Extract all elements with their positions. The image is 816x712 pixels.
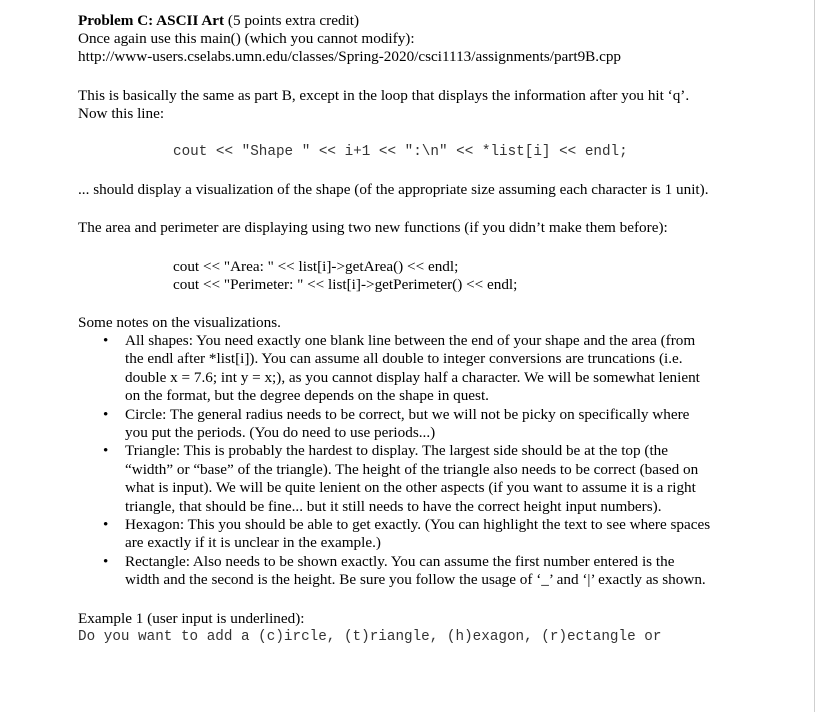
bullet-icon: •: [103, 442, 109, 460]
example-heading: Example 1 (user input is underlined):: [78, 609, 305, 627]
bullet-icon: •: [103, 405, 109, 423]
area-perimeter-line: The area and perimeter are displaying using two new functions (if you didn’t make them before):: [78, 219, 668, 236]
note-item-rectangle: [78, 553, 758, 590]
notes-heading: Some notes on the visualizations.: [78, 314, 281, 331]
code-shape-line: cout << "Shape " << i+1 << ":\n" << *list[i] << endl;: [173, 144, 628, 160]
note-item-triangle: [78, 442, 758, 516]
example-prompt: Do you want to add a (c)ircle, (t)riangle, (h)exagon, (r)ectangle or: [78, 628, 662, 645]
problem-title-note: (5 points extra credit): [224, 12, 360, 29]
code-area-line: cout << "Area: " << list[i]->getArea() << endl;: [173, 258, 459, 275]
code-perimeter-line: cout << "Perimeter: " << list[i]->getPerimeter() << endl;: [173, 276, 518, 293]
intro-line-2: Now this line:: [78, 105, 165, 122]
notes-list: [78, 332, 758, 590]
intro-line-1: This is basically the same as part B, except in the loop that displays the information after you hit ‘q’.: [78, 87, 690, 104]
problem-title: [78, 12, 758, 30]
note-line: on the format, but the degree depends on the shape in quest.: [125, 387, 489, 405]
bullet-icon: •: [103, 516, 109, 534]
document-page: [78, 12, 758, 646]
note-line: All shapes: You need exactly one blank line between the end of your shape and the area (from: [125, 332, 696, 349]
visualization-line: ... should display a visualization of the shape (of the appropriate size assuming each character is 1 unit).: [78, 181, 709, 198]
note-line: width and the second is the height. Be sure you follow the usage of ‘_’ and ‘|’ exactly as shown.: [125, 571, 706, 589]
note-line: what is input). We will be quite lenient on the other aspects (if you want to assume it is a right: [125, 479, 696, 497]
bullet-icon: •: [103, 552, 109, 570]
problem-title-bold: Problem C: ASCII Art: [78, 12, 225, 29]
note-line: triangle, that should be fine... but it still needs to have the correct height input numbers).: [125, 497, 662, 515]
note-item-all-shapes: [78, 332, 758, 406]
header-line-1: Once again use this main() (which you cannot modify):: [78, 30, 415, 47]
note-line: Hexagon: This you should be able to get exactly. (You can highlight the text to see where spaces: [125, 516, 711, 534]
note-line: double x = 7.6; int y = x;), as you cannot display half a character. We will be somewhat lenient: [125, 368, 700, 386]
note-line: you put the periods. (You do need to use periods...): [125, 424, 436, 442]
note-line: Triangle: This is probably the hardest to display. The largest side should be at the top (the: [125, 442, 669, 460]
note-line: are exactly if it is unclear in the example.): [125, 534, 381, 552]
bullet-icon: •: [103, 332, 109, 349]
assignment-url: http://www-users.cselabs.umn.edu/classes/Spring-2020/csci1113/assignments/part9B.cpp: [78, 48, 622, 65]
note-line: “width” or “base” of the triangle). The height of the triangle also needs to be correct (based on: [125, 460, 699, 478]
note-item-hexagon: [78, 516, 758, 553]
note-line: Circle: The general radius needs to be correct, but we will not be picky on specifically where: [125, 405, 690, 423]
note-item-circle: [78, 406, 758, 443]
note-line: Rectangle: Also needs to be shown exactly. You can assume the first number entered is the: [125, 552, 675, 570]
note-line: the endl after *list[i]). You can assume all double to integer conversions are truncations (i.e.: [125, 350, 683, 368]
